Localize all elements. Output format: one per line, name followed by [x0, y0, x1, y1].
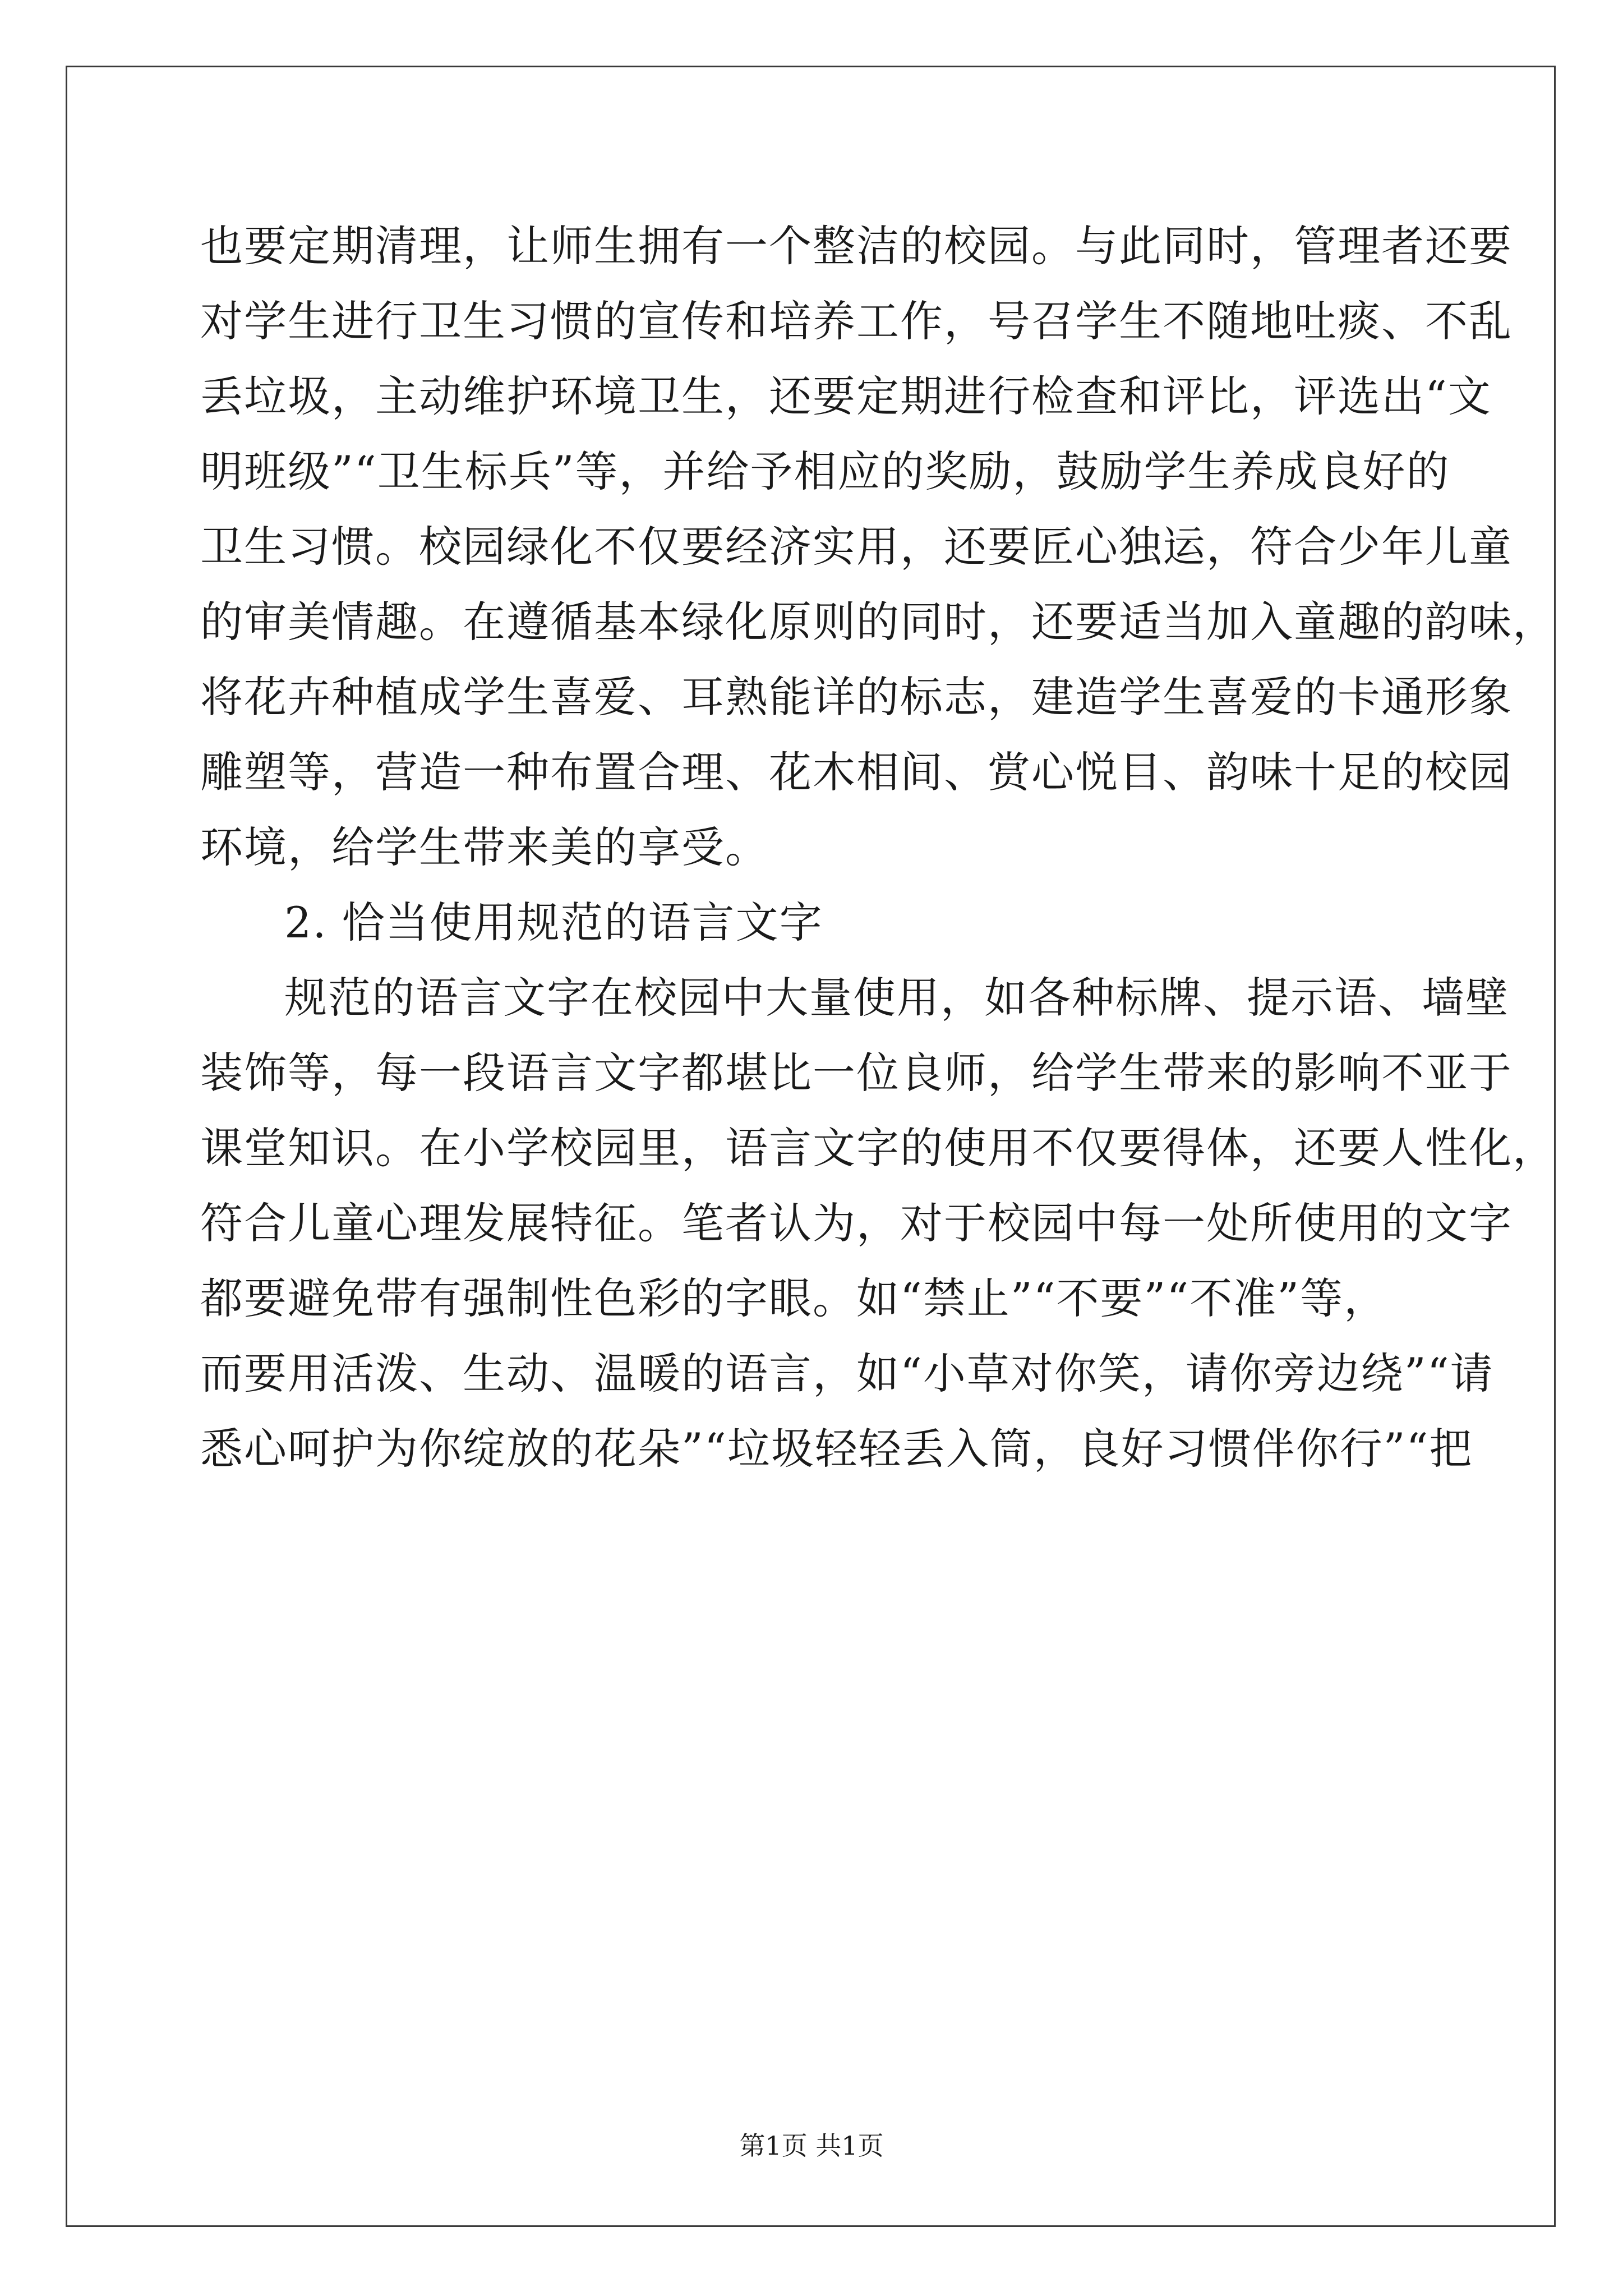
body-line: 丢垃圾，主动维护环境卫生，还要定期进行检查和评比，评选出“文: [200, 371, 1492, 421]
body-line: 而要用活泼、生动、温暖的语言，如“小草对你笑，请你旁边绕”“请: [200, 1349, 1494, 1398]
body-line: 课堂知识。在小学校园里，语言文字的使用不仅要得体，还要人性化，: [200, 1123, 1556, 1173]
body-line: 环境，给学生带来美的享受。: [200, 822, 769, 872]
body-line: 装饰等，每一段语言文字都堪比一位良师，给学生带来的影响不亚于: [200, 1048, 1513, 1098]
body-line: 悉心呵护为你绽放的花朵”“垃圾轻轻丢入筒，良好习惯伴你行”“把: [200, 1424, 1473, 1474]
body-line: 符合儿童心理发展特征。笔者认为，对于校园中每一处所使用的文字: [200, 1198, 1513, 1248]
body-line: 的审美情趣。在遵循基本绿化原则的同时，还要适当加入童趣的韵味，: [200, 597, 1556, 647]
body-line: 卫生习惯。校园绿化不仅要经济实用，还要匠心独运，符合少年儿童: [200, 522, 1513, 572]
body-line: 将花卉种植成学生喜爱、耳熟能详的标志，建造学生喜爱的卡通形象: [200, 672, 1513, 722]
body-line: 也要定期清理，让师生拥有一个整洁的校园。与此同时，管理者还要: [200, 221, 1513, 271]
body-line: 明班级”“卫生标兵”等，并给予相应的奖励，鼓励学生养成良好的: [200, 447, 1450, 496]
body-line: 规范的语言文字在校园中大量使用，如各种标牌、提示语、墙壁: [284, 973, 1509, 1023]
body-line: 都要避免带有强制性色彩的字眼。如“禁止”“不要”“不准”等，: [200, 1273, 1388, 1323]
section-heading: 2. 恰当使用规范的语言文字: [284, 898, 823, 947]
body-line: 雕塑等，营造一种布置合理、花木相间、赏心悦目、韵味十足的校园: [200, 747, 1513, 797]
document-body: [200, 209, 1556, 1487]
page-footer: 第1页 共1页: [739, 2131, 884, 2161]
body-line: 对学生进行卫生习惯的宣传和培养工作，号召学生不随地吐痰、不乱: [200, 296, 1513, 346]
